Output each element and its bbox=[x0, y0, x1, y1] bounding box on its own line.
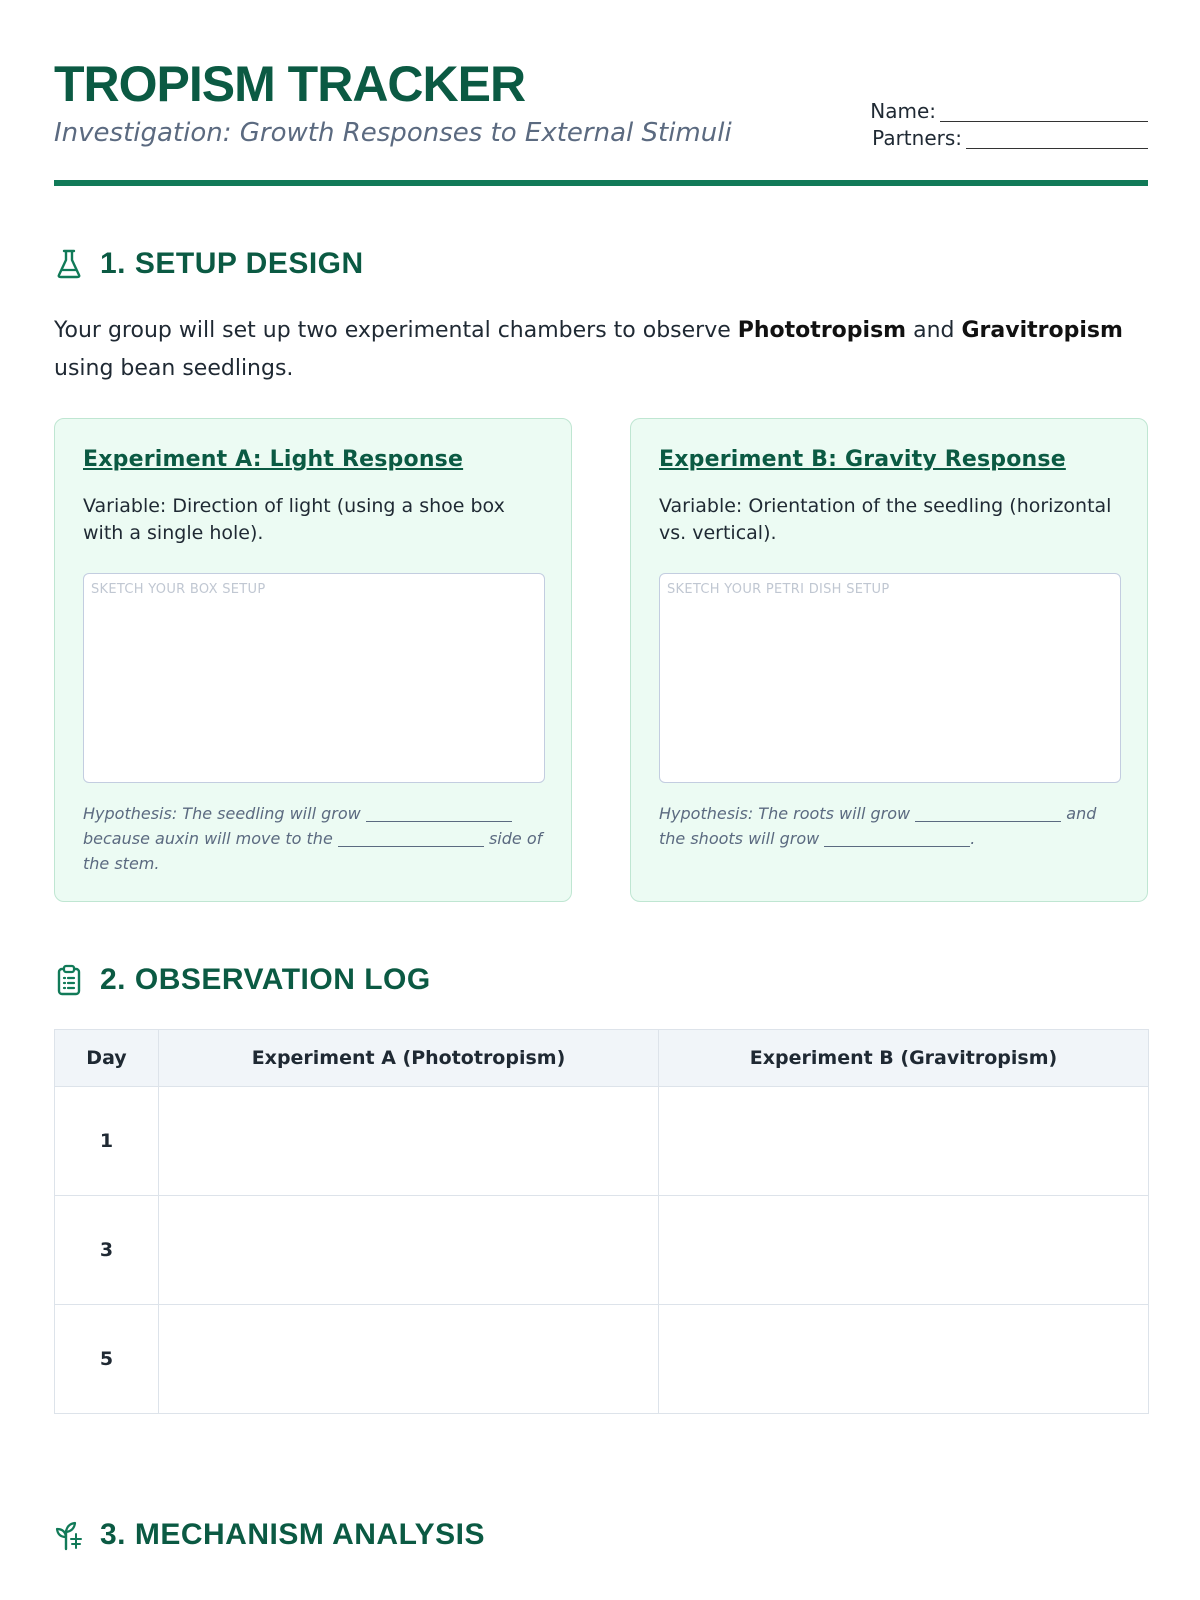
intro-text: Your group will set up two experimental chambers to observe bbox=[54, 318, 738, 343]
section-log-heading bbox=[54, 960, 431, 1000]
table-row bbox=[55, 1305, 1149, 1414]
hypothesis-blank[interactable] bbox=[824, 830, 970, 847]
intro-text: and bbox=[906, 318, 962, 343]
name-row bbox=[870, 98, 1148, 125]
hypothesis-text bbox=[659, 801, 1125, 851]
hypothesis-fragment: Hypothesis: The roots will grow bbox=[659, 804, 916, 823]
column-header: Experiment B (Gravitropism) bbox=[659, 1030, 1149, 1087]
page-title: TROPISM TRACKER bbox=[54, 56, 526, 112]
observation-cell-b[interactable] bbox=[659, 1196, 1149, 1305]
day-cell: 3 bbox=[55, 1196, 159, 1305]
day-cell: 1 bbox=[55, 1087, 159, 1196]
observation-cell-b[interactable] bbox=[659, 1305, 1149, 1414]
name-label: Name: bbox=[870, 99, 936, 123]
header-divider bbox=[54, 180, 1148, 186]
experiment-a-card bbox=[54, 418, 572, 902]
sketch-label: SKETCH YOUR BOX SETUP bbox=[91, 582, 266, 597]
clipboard-icon bbox=[54, 964, 84, 996]
observation-cell-a[interactable] bbox=[159, 1087, 659, 1196]
column-header: Experiment A (Phototropism) bbox=[159, 1030, 659, 1087]
section-title: 1. SETUP DESIGN bbox=[100, 247, 364, 280]
term-phototropism: Phototropism bbox=[737, 318, 907, 343]
experiment-variable: Variable: Orientation of the seedling (horizontal vs. vertical). bbox=[659, 495, 1112, 544]
day-cell: 5 bbox=[55, 1305, 159, 1414]
name-field[interactable] bbox=[940, 101, 1148, 122]
section-title: 3. MECHANISM ANALYSIS bbox=[100, 1518, 486, 1551]
hypothesis-fragment: . bbox=[970, 829, 976, 848]
table-row bbox=[55, 1196, 1149, 1305]
hypothesis-fragment: and the shoots will grow bbox=[659, 804, 1097, 848]
intro-text: using bean seedlings. bbox=[54, 356, 294, 381]
term-gravitropism: Gravitropism bbox=[961, 318, 1123, 343]
sketch-box[interactable] bbox=[659, 573, 1121, 783]
partners-row bbox=[870, 125, 1148, 152]
section-setup-heading bbox=[54, 244, 364, 284]
hypothesis-blank[interactable] bbox=[338, 830, 484, 847]
partners-field[interactable] bbox=[966, 128, 1148, 149]
column-header: Day bbox=[55, 1030, 159, 1087]
hypothesis-fragment: side of the stem. bbox=[83, 829, 543, 873]
experiment-variable: Variable: Direction of light (using a shoe box with a single hole). bbox=[83, 495, 505, 544]
page-subtitle: Investigation: Growth Responses to External Stimuli bbox=[54, 118, 732, 148]
student-info bbox=[870, 98, 1148, 152]
hypothesis-text bbox=[83, 801, 549, 876]
section-title: 2. OBSERVATION LOG bbox=[100, 963, 431, 996]
hypothesis-blank[interactable] bbox=[915, 805, 1061, 822]
flask-icon bbox=[54, 248, 84, 280]
hypothesis-blank[interactable] bbox=[366, 805, 512, 822]
sketch-label: SKETCH YOUR PETRI DISH SETUP bbox=[667, 582, 890, 597]
experiment-title: Experiment A: Light Response bbox=[83, 447, 464, 472]
worksheet-header bbox=[54, 54, 1148, 186]
sketch-box[interactable] bbox=[83, 573, 545, 783]
observation-cell-a[interactable] bbox=[159, 1196, 659, 1305]
partners-label: Partners: bbox=[872, 126, 962, 150]
observation-cell-b[interactable] bbox=[659, 1087, 1149, 1196]
observation-table bbox=[54, 1029, 1149, 1414]
setup-intro bbox=[54, 312, 1148, 388]
experiment-title: Experiment B: Gravity Response bbox=[659, 447, 1066, 472]
table-row bbox=[55, 1087, 1149, 1196]
observation-cell-a[interactable] bbox=[159, 1305, 659, 1414]
experiment-b-card bbox=[630, 418, 1148, 902]
worksheet-page bbox=[54, 0, 1148, 1600]
hypothesis-fragment: because auxin will move to the bbox=[83, 829, 338, 848]
table-header-row bbox=[55, 1030, 1149, 1087]
section-mechanism-heading bbox=[54, 1515, 485, 1555]
hypothesis-fragment: Hypothesis: The seedling will grow bbox=[83, 804, 366, 823]
plant-icon bbox=[54, 1519, 84, 1551]
